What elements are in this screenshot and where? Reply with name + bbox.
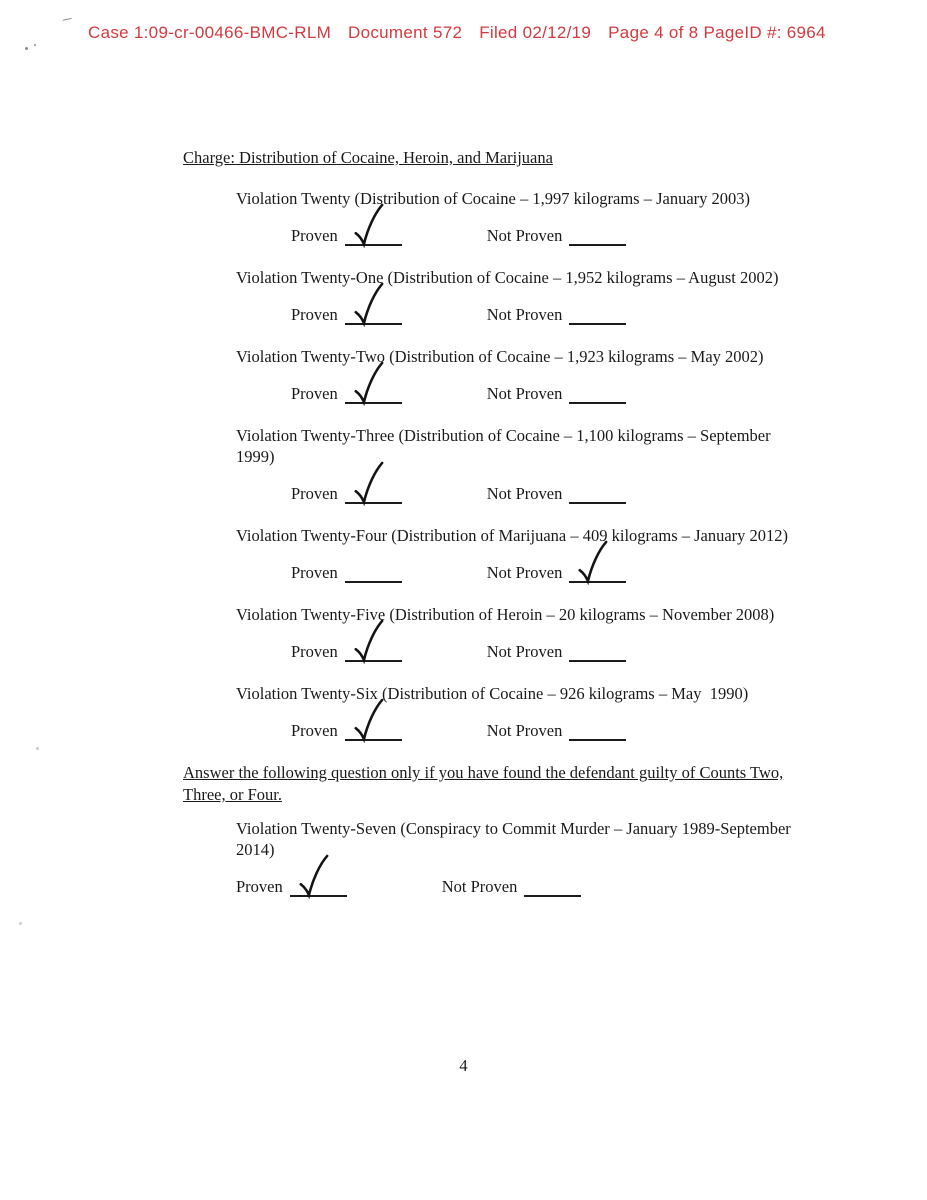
proven-blank[interactable] <box>345 228 402 246</box>
proven-label: Proven <box>291 226 338 245</box>
violation-item <box>236 346 863 405</box>
proven-blank[interactable] <box>345 386 402 404</box>
stamp-page-info: Page 4 of 8 PageID #: 6964 <box>608 23 826 42</box>
violation-item <box>236 525 863 584</box>
violations-list <box>183 188 863 742</box>
proven-label: Proven <box>291 305 338 324</box>
proven-label: Proven <box>291 384 338 403</box>
checkmark-icon <box>577 539 608 585</box>
proven-blank[interactable] <box>345 565 402 583</box>
violation-item <box>236 267 863 326</box>
not-proven-blank[interactable] <box>524 879 581 897</box>
checkmark-icon <box>298 853 329 899</box>
violation-text: Violation Twenty-Four (Distribution of Marijuana – 409 kilograms – January 2012) <box>236 526 789 545</box>
page-number: 4 <box>459 1056 468 1075</box>
violation-text: Violation Twenty-Seven (Conspiracy to Commit Murder – January 1989-September 2014) <box>236 819 795 859</box>
scan-artifact <box>19 922 22 925</box>
stamp-document-number: Document 572 <box>348 23 463 42</box>
scan-artifact <box>34 44 36 46</box>
not-proven-label: Not Proven <box>441 877 518 896</box>
not-proven-label: Not Proven <box>486 642 563 661</box>
proven-label: Proven <box>291 642 338 661</box>
violation-text: Violation Twenty-Six (Distribution of Cocaine – 926 kilograms – May 1990) <box>236 684 749 703</box>
not-proven-label: Not Proven <box>486 563 563 582</box>
violation-item <box>236 425 863 505</box>
violation-text: Violation Twenty-Five (Distribution of Heroin – 20 kilograms – November 2008) <box>236 605 775 624</box>
not-proven-blank[interactable] <box>569 644 626 662</box>
not-proven-blank[interactable] <box>569 307 626 325</box>
instruction-text: Answer the following question only if you have found the defendant guilty of Counts Two, Three, or Four. <box>183 763 784 804</box>
proven-label: Proven <box>291 563 338 582</box>
verdict-row <box>291 304 863 326</box>
verdict-row <box>291 483 863 505</box>
not-proven-label: Not Proven <box>486 484 563 503</box>
proven-blank[interactable] <box>345 644 402 662</box>
proven-blank[interactable] <box>345 723 402 741</box>
charge-heading: Charge: Distribution of Cocaine, Heroin, and Marijuana <box>183 148 553 167</box>
violation-item <box>236 818 863 898</box>
stamp-case-number: Case 1:09-cr-00466-BMC-RLM <box>88 23 332 42</box>
scan-artifact <box>25 47 28 50</box>
violation-text: Violation Twenty-Two (Distribution of Cocaine – 1,923 kilograms – May 2002) <box>236 347 764 366</box>
not-proven-blank[interactable] <box>569 486 626 504</box>
not-proven-blank[interactable] <box>569 386 626 404</box>
scan-artifact <box>36 747 39 750</box>
checkmark-icon <box>353 202 384 248</box>
proven-blank[interactable] <box>345 307 402 325</box>
not-proven-label: Not Proven <box>486 721 563 740</box>
not-proven-label: Not Proven <box>486 305 563 324</box>
court-stamp <box>88 23 826 43</box>
checkmark-icon <box>353 618 384 664</box>
violation-text: Violation Twenty (Distribution of Cocaine – 1,997 kilograms – January 2003) <box>236 189 751 208</box>
document-body <box>183 147 863 918</box>
not-proven-blank[interactable] <box>569 723 626 741</box>
checkmark-icon <box>353 360 384 406</box>
proven-blank[interactable] <box>290 879 347 897</box>
not-proven-blank[interactable] <box>569 228 626 246</box>
checkmark-icon <box>353 281 384 327</box>
not-proven-label: Not Proven <box>486 384 563 403</box>
verdict-row <box>291 225 863 247</box>
scan-artifact <box>61 18 72 25</box>
final-violation-section <box>183 818 863 898</box>
verdict-row <box>236 876 863 898</box>
verdict-row <box>291 641 863 663</box>
violation-item <box>236 683 863 742</box>
not-proven-blank[interactable] <box>569 565 626 583</box>
checkmark-icon <box>353 460 384 506</box>
violation-item <box>236 188 863 247</box>
verdict-row <box>291 720 863 742</box>
violation-text: Violation Twenty-Three (Distribution of Cocaine – 1,100 kilograms – September 1999) <box>236 426 775 466</box>
proven-label: Proven <box>291 484 338 503</box>
proven-label: Proven <box>236 877 283 896</box>
verdict-row <box>291 562 863 584</box>
proven-blank[interactable] <box>345 486 402 504</box>
verdict-row <box>291 383 863 405</box>
not-proven-label: Not Proven <box>486 226 563 245</box>
proven-label: Proven <box>291 721 338 740</box>
checkmark-icon <box>353 697 384 743</box>
violation-item <box>236 604 863 663</box>
violation-text: Violation Twenty-One (Distribution of Cocaine – 1,952 kilograms – August 2002) <box>236 268 779 287</box>
stamp-filed-date: Filed 02/12/19 <box>479 23 592 42</box>
